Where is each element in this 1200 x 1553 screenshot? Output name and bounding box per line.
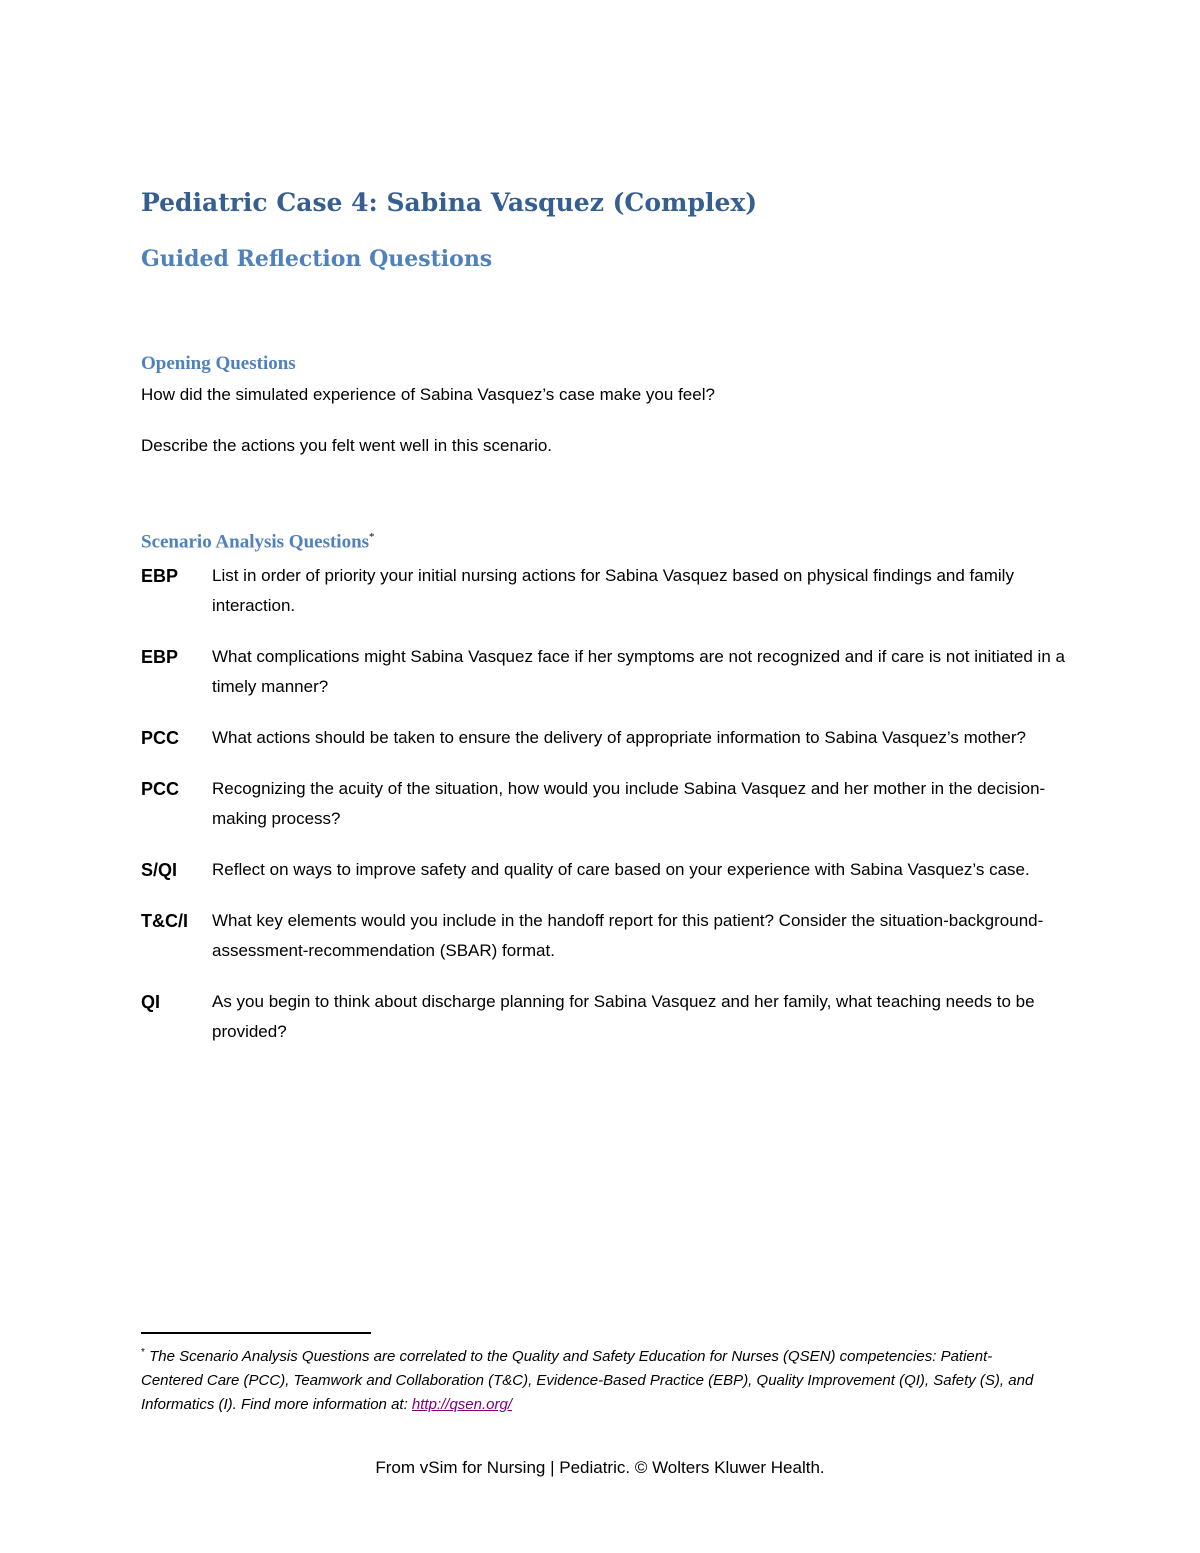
analysis-question-item xyxy=(141,723,1071,753)
scenario-analysis-heading xyxy=(141,531,375,553)
qsen-code: PCC xyxy=(141,728,180,748)
scenario-analysis-heading-text: Scenario Analysis Questions xyxy=(141,531,370,553)
qsen-code: EBP xyxy=(141,647,179,667)
page-footer: From vSim for Nursing | Pediatric. © Wolters Kluwer Health. xyxy=(375,1458,825,1477)
qsen-link[interactable]: http://qsen.org/ xyxy=(411,1396,512,1413)
footnote-separator xyxy=(141,1332,371,1334)
opening-question-2: Describe the actions you felt went well in this scenario. xyxy=(141,436,553,455)
analysis-question-item xyxy=(141,561,1071,621)
document-title: Pediatric Case 4: Sabina Vasquez (Complex) xyxy=(141,188,758,217)
question-text: Recognizing the acuity of the situation, how would you include Sabina Vasquez and her mother in the decision-making process? xyxy=(212,779,1046,828)
analysis-question-item xyxy=(141,855,1071,885)
question-text: List in order of priority your initial nursing actions for Sabina Vasquez based on physical findings and family interaction. xyxy=(212,566,1014,615)
question-text: Reflect on ways to improve safety and quality of care based on your experience with Sabina Vasquez’s case. xyxy=(212,860,1030,879)
question-text: What key elements would you include in the handoff report for this patient? Consider the situation-background-assessment-recommendation (SBAR) format. xyxy=(212,911,1044,960)
question-text: As you begin to think about discharge planning for Sabina Vasquez and her family, what teaching needs to be provided? xyxy=(212,992,1035,1041)
footnote-text: The Scenario Analysis Questions are correlated to the Quality and Safety Education for Nurses (QSEN) competencies: Patient-Centered Care (PCC), Teamwork and Collaboration (T&C), Evidence-Based Practice (EBP), Quality Improvement (QI), Safety (S), and Informatics (I). Find more information at: xyxy=(141,1348,1034,1413)
scenario-analysis-question-list xyxy=(141,561,1071,1068)
qsen-code: PCC xyxy=(141,779,180,799)
document-subtitle: Guided Reflection Questions xyxy=(141,246,493,272)
footnote-reference-marker[interactable]: * xyxy=(369,531,375,543)
qsen-code: QI xyxy=(141,992,161,1012)
question-text: What complications might Sabina Vasquez face if her symptoms are not recognized and if care is not initiated in a timely manner? xyxy=(212,647,1065,696)
analysis-question-item xyxy=(141,642,1071,702)
opening-question-1: How did the simulated experience of Sabina Vasquez’s case make you feel? xyxy=(141,385,715,404)
qsen-code: EBP xyxy=(141,566,179,586)
analysis-question-item xyxy=(141,774,1071,834)
qsen-code: T&C/I xyxy=(141,911,188,931)
footnote-marker: * xyxy=(141,1347,145,1358)
footnote xyxy=(141,1341,1041,1417)
question-text: What actions should be taken to ensure the delivery of appropriate information to Sabina Vasquez’s mother? xyxy=(212,728,1026,747)
analysis-question-item xyxy=(141,987,1071,1047)
opening-questions-heading: Opening Questions xyxy=(141,353,296,374)
qsen-code: S/QI xyxy=(141,860,178,880)
analysis-question-item xyxy=(141,906,1071,966)
